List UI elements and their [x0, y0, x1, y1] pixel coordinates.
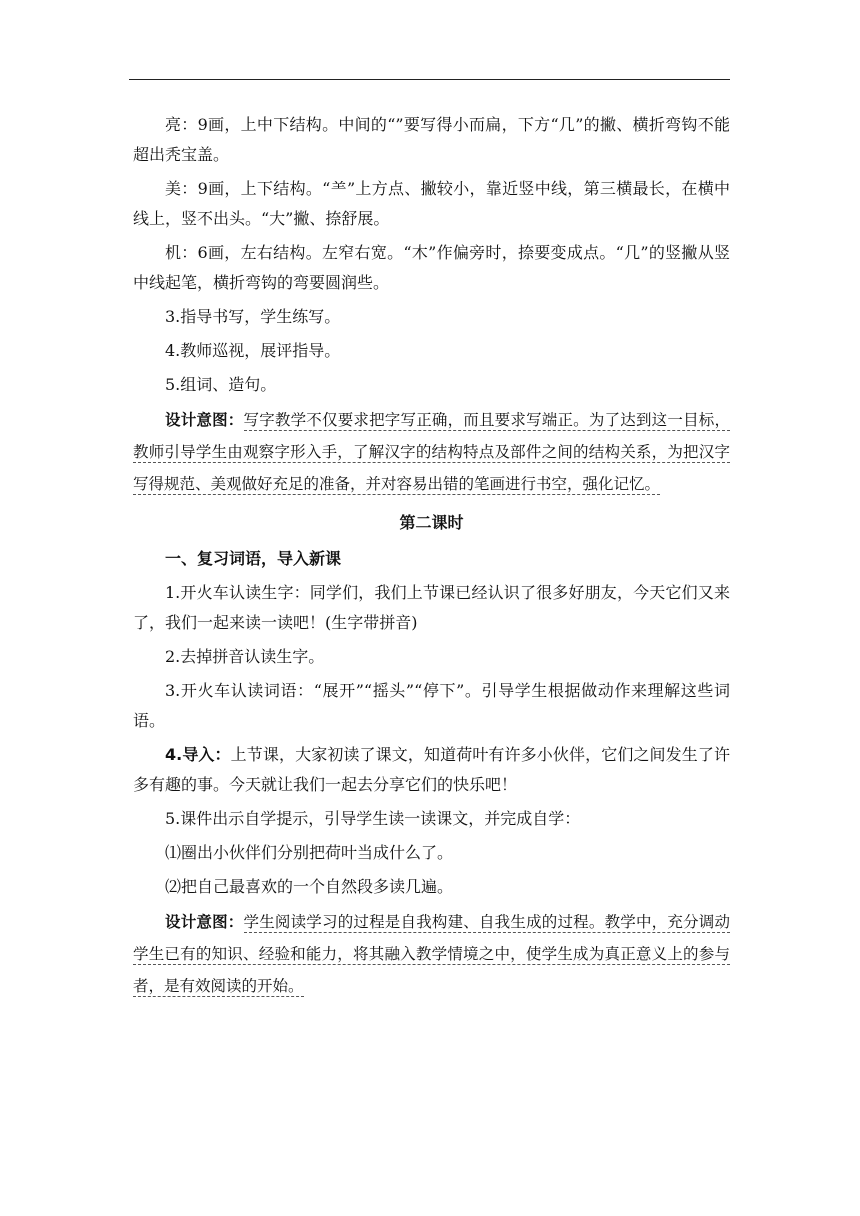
header-rule	[129, 79, 730, 80]
lesson-title: 第二课时	[399, 513, 464, 532]
lesson2-p7: ⑵把自己最喜欢的一个自然段多读几遍。	[165, 877, 454, 896]
lesson2-p4	[133, 740, 730, 800]
design-intent-1	[133, 404, 730, 500]
step-4: 4.教师巡视，展评指导。	[165, 341, 341, 360]
design-intent-2	[133, 906, 730, 1002]
step-3: 3.指导书写，学生练写。	[165, 307, 341, 326]
char-liang-paragraph: 亮：9画，上中下结构。中间的“”要写得小而扁，下方“几”的撇、横折弯钩不能超出秃宝盖。	[133, 115, 730, 164]
lesson2-p6: ⑴圈出小伙伴们分别把荷叶当成什么了。	[165, 843, 454, 862]
section-heading: 一、复习词语，导入新课	[165, 549, 342, 568]
lesson2-p1: 1.开火车认读生字：同学们，我们上节课已经认识了很多好朋友，今天它们又来了，我们一起来读一读吧！(生字带拼音)	[133, 583, 730, 632]
lesson2-p5: 5.课件出示自学提示，引导学生读一读课文，并完成自学：	[165, 809, 581, 828]
lesson2-p3: 3.开火车认读词语：“展开”“摇头”“停下”。引导学生根据做动作来理解这些词语。	[133, 681, 730, 730]
document-body	[133, 110, 730, 1002]
step-5: 5.组词、造句。	[165, 375, 277, 394]
lesson2-p2: 2.去掉拼音认读生字。	[165, 647, 325, 666]
design-intent-label: 设计意图：	[165, 913, 244, 931]
design-intent-text: 学生阅读学习的过程是自我构建、自我生成的过程。教学中，充分调动学生已有的知识、经验和能力，将其融入教学情境之中，使学生成为真正意义上的参与者，是有效阅读的开始。	[133, 913, 730, 995]
intro-label: 4.导入：	[165, 745, 231, 764]
char-ji-paragraph: 机：6画，左右结构。左窄右宽。“木”作偏旁时，捺要变成点。“几”的竖撇从竖中线起笔，横折弯钩的弯要圆润些。	[133, 243, 730, 292]
intro-text: 上节课，大家初读了课文，知道荷叶有许多小伙伴，它们之间发生了许多有趣的事。今天就让我们一起去分享它们的快乐吧！	[133, 745, 730, 794]
design-intent-label: 设计意图：	[165, 411, 244, 429]
char-mei-paragraph: 美：9画，上下结构。“⺷”上方点、撇较小，靠近竖中线，第三横最长，在横中线上，竖不出头。“大”撇、捺舒展。	[133, 179, 730, 228]
design-intent-text: 写字教学不仅要求把字写正确，而且要求写端正。为了达到这一目标，教师引导学生由观察字形入手，了解汉字的结构特点及部件之间的结构关系，为把汉字写得规范、美观做好充足的准备，并对容易出错的笔画进行书空，强化记忆。	[133, 411, 730, 493]
